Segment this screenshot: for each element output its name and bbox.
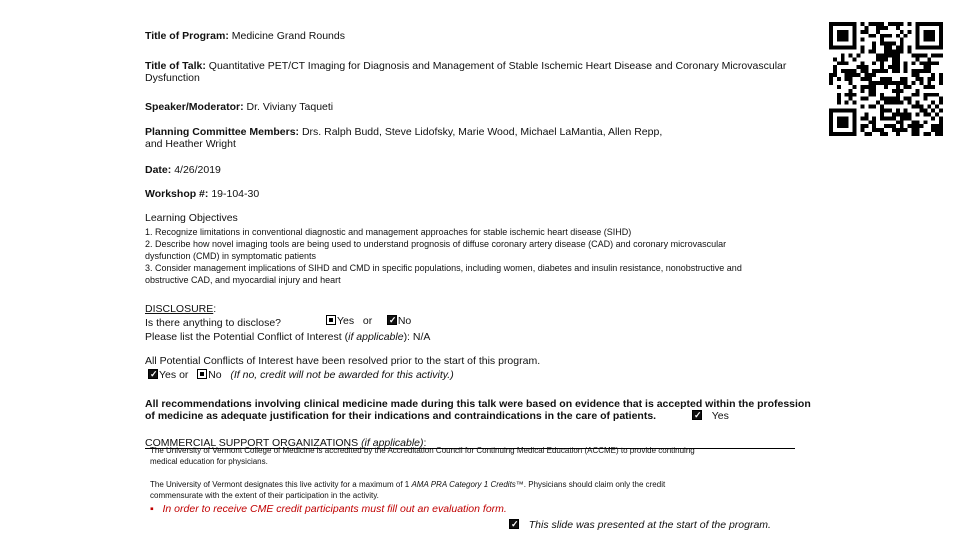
designation-line2: commensurate with the extent of their participation in the activity. [150, 491, 379, 500]
resolved-options [148, 369, 548, 381]
talk-block [145, 60, 815, 84]
committee-value-line2: and Heather Wright [145, 138, 236, 150]
recommendations-option [692, 410, 729, 422]
disclosure-colon: : [213, 303, 217, 315]
presented-text: This slide was presented at the start of the program. [528, 519, 771, 531]
presented-line [509, 519, 771, 532]
accreditation-block [150, 445, 810, 467]
disclosure-list-italic: if applicable [348, 331, 404, 343]
objective-line: 3. Consider management implications of SIHD and CMD in specific populations, including women, diabetes and insulin resistance, nonobstructive and [145, 263, 742, 273]
disclosure-list-value: N/A [412, 331, 431, 343]
objective-line: 2. Describe how novel imaging tools are being used to understand prognosis of diffuse coronary artery disease (CAD) and coronary microvascular [145, 239, 727, 249]
date-value: 4/26/2019 [174, 164, 221, 176]
disclosure-heading-text: DISCLOSURE [145, 303, 214, 315]
designation-italic: AMA PRA Category 1 Credits [411, 480, 516, 489]
recommendations-yes: Yes [711, 410, 729, 422]
talk-value: Quantitative PET/CT Imaging for Diagnosis and Management of Stable Ischemic Heart Disease and Coronary Microvascular [208, 60, 787, 72]
accreditation-line1: The University of Vermont College of Medicine is accredited by the Accreditation Council for Continuing Medical Education (ACCME) to provide continuing [150, 446, 695, 455]
date-line [145, 164, 221, 176]
talk-label: Title of Talk: [145, 60, 206, 72]
objective-line: obstructive CAD, and myocardial injury and heart [145, 275, 341, 285]
date-label: Date: [145, 164, 172, 176]
resolved-or: or [179, 369, 189, 381]
disclosure-list-prefix: Please list the Potential Conflict of Interest ( [145, 331, 349, 343]
commercial-italic: (if applicable) [361, 437, 424, 449]
designation-line1 [150, 479, 810, 490]
evaluation-text: In order to receive CME credit participants must fill out an evaluation form. [162, 503, 507, 515]
designation-suffix: ™. Physicians should claim only the credit [515, 480, 666, 489]
disclosure-no: No [397, 315, 412, 327]
committee-block [145, 126, 785, 150]
disclosure-question: Is there anything to disclose? [145, 317, 281, 329]
talk-value-line2: Dysfunction [145, 72, 200, 84]
qr-code-icon [829, 22, 943, 136]
checked-box-icon[interactable] [387, 315, 397, 325]
workshop-value: 19-104-30 [211, 188, 260, 200]
objective-line: dysfunction (CMD) in symptomatic patients [145, 251, 317, 261]
speaker-line [145, 101, 333, 113]
commercial-label: COMMERCIAL SUPPORT ORGANIZATIONS [145, 437, 359, 449]
accreditation-line2: medical education for physicians. [150, 457, 268, 466]
recommendations-line1: All recommendations involving clinical medicine made during this talk were based on evidence that is accepted within the profession [145, 398, 811, 410]
resolved-note: (If no, credit will not be awarded for this activity.) [230, 369, 454, 381]
checked-box-icon[interactable] [692, 410, 702, 420]
objective-line: 1. Recognize limitations in conventional diagnostic and management approaches for stable ischemic heart disease (SIHD) [145, 227, 632, 237]
recommendations-line2: of medicine as adequate justification for their indications and contraindications in the care of patients. [145, 410, 657, 422]
disclosure-or: or [362, 315, 373, 327]
empty-box-icon[interactable] [326, 315, 336, 325]
disclosure-heading [145, 303, 216, 315]
program-label: Title of Program: [145, 30, 229, 42]
disclosure-yes: Yes [337, 315, 355, 327]
disclosure-options [326, 315, 411, 327]
resolved-text: All Potential Conflicts of Interest have been resolved prior to the start of this program. [145, 355, 541, 367]
checked-box-icon[interactable] [148, 369, 158, 379]
committee-label: Planning Committee Members: [145, 126, 300, 138]
program-value: Medicine Grand Rounds [231, 30, 345, 42]
commercial-colon: : [423, 437, 427, 449]
objectives-list [145, 226, 825, 286]
workshop-label: Workshop #: [145, 188, 209, 200]
disclosure-list-line [145, 331, 645, 343]
workshop-line [145, 188, 259, 200]
program-line [145, 30, 345, 42]
committee-value: Drs. Ralph Budd, Steve Lidofsky, Marie Wood, Michael LaMantia, Allen Repp, [301, 126, 663, 138]
objectives-heading: Learning Objectives [145, 212, 238, 224]
resolved-no: No [208, 369, 222, 381]
designation-block [150, 479, 810, 501]
designation-prefix: The University of Vermont designates this live activity for a maximum of 1 [150, 480, 410, 489]
evaluation-line [150, 503, 507, 516]
disclosure-list-suffix: ): [403, 331, 410, 343]
resolved-yes: Yes [159, 369, 177, 381]
speaker-value: Dr. Viviany Taqueti [246, 101, 334, 113]
evaluation-bullet: ▪ [150, 503, 154, 515]
speaker-label: Speaker/Moderator: [145, 101, 244, 113]
empty-box-icon[interactable] [197, 369, 207, 379]
checked-box-icon[interactable] [509, 519, 519, 529]
